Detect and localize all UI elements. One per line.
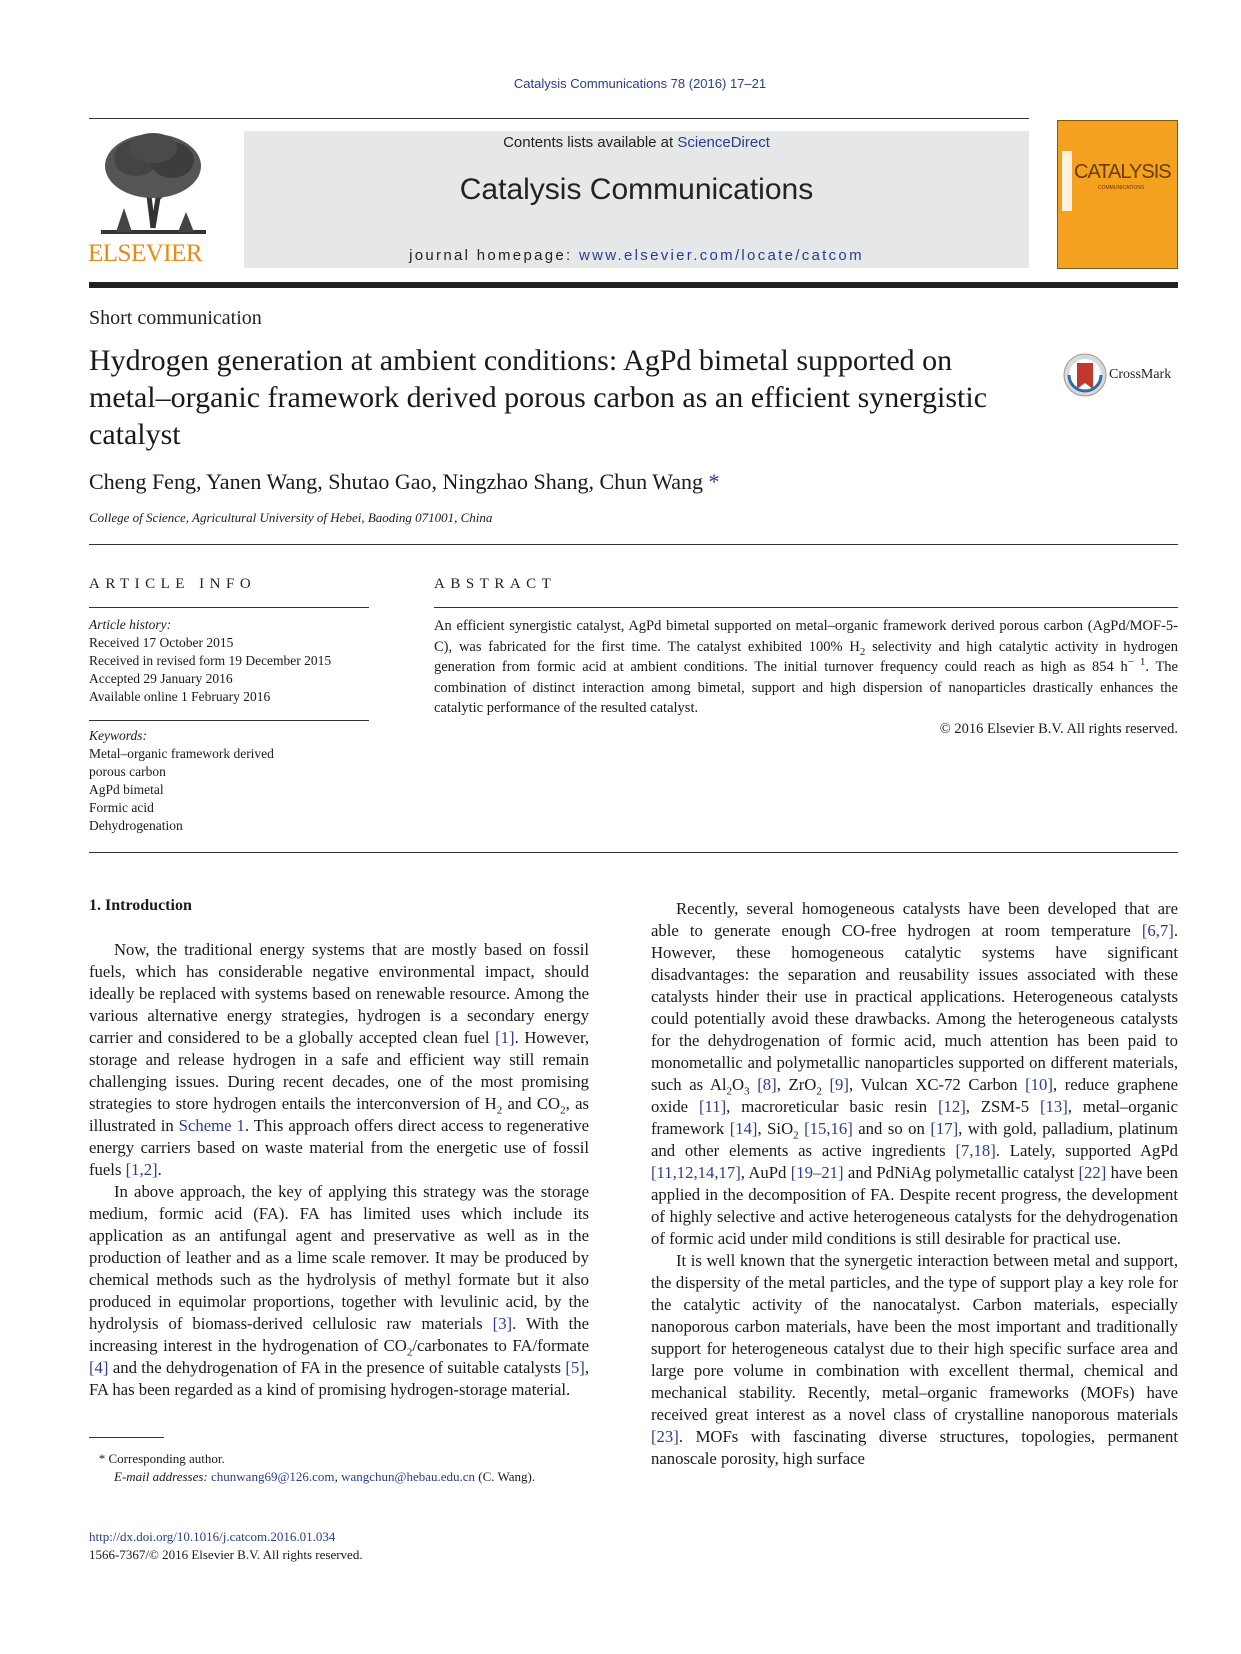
corresponding-author-mark[interactable]: * xyxy=(708,469,720,494)
article-title: Hydrogen generation at ambient conditions: AgPd bimetal supported on metal–organic framework derived porous carbon as an efficient synergistic catalyst xyxy=(89,344,988,451)
scheme-link[interactable]: Scheme 1 xyxy=(178,1116,245,1135)
abstract-copyright: © 2016 Elsevier B.V. All rights reserved. xyxy=(939,720,1178,737)
keywords-label: Keywords: xyxy=(89,728,147,743)
email-link[interactable]: wangchun@hebau.edu.cn xyxy=(341,1469,476,1484)
journal-title: Catalysis Communications xyxy=(459,173,814,206)
affiliation: College of Science, Agricultural University of Hebei, Baoding 071001, China xyxy=(89,510,493,525)
paragraph: Now, the traditional energy systems that are mostly based on fossil fuels, which has considerable negative environmental impact, should ideally be replaced with systems based on renewable resource. Among the various alternative energy strategies, hydrogen is a secondary energy carrier and considered to be a globally accepted clean fuel [1]. However, storage and release hydrogen in a safe and efficient way still remain challenging issues. During recent decades, one of the most promising strategies to store hydrogen entails the interconversion of $H_2$ and $CO_2$, as illustrated in Scheme 1. This approach offers direct access to regenerative energy carriers based on waste material from the energetic use of fossil fuels [1,2]. xyxy=(89,940,590,1179)
citation-link[interactable]: [10] xyxy=(1025,1075,1053,1094)
info-rule xyxy=(89,607,369,608)
journal-reference-link[interactable]: Catalysis Communications 78 (2016) 17–21 xyxy=(513,76,767,91)
doi-link[interactable]: http://dx.doi.org/10.1016/j.catcom.2016.01.034 xyxy=(89,1529,336,1544)
keyword-item: Formic acid xyxy=(89,800,154,815)
author-list: Cheng Feng, Yanen Wang, Shutao Gao, Ningzhao Shang, Chun Wang * xyxy=(89,469,720,494)
history-item: Accepted 29 January 2016 xyxy=(89,671,233,686)
paragraph: Recently, several homogeneous catalysts have been developed that are able to generate enough CO-free hydrogen at room temperature [6,7]. However, these homogeneous catalytic systems have significant disadvantages: the separation and reusability issues associated with these catalysts hinder their use in practical applications. Heterogeneous catalysts could potentially avoid these drawbacks. Among the heterogeneous catalysts for the dehydrogenation of formic acid, much attention has been paid to monometallic and polymetallic nanoparticles supported on different materials, such as $Al_2O_3$ [8], ZrO$_2$ [9], Vulcan XC-72 Carbon [10], reduce graphene oxide [11], macroreticular basic resin [12], ZSM-5 [13], metal–organic framework [14], SiO$_2$ [15,16] and so on [17], with gold, palladium, platinum and other elements as active ingredients [7,18]. Lately, supported AgPd [11,12,14,17], AuPd [19–21] and PdNiAg polymetallic catalyst [22] have been applied in the decomposition of FA. Despite recent progress, the development of highly selective and active heterogeneous catalysts for the dehydrogenation of formic acid under mild conditions is still desirable for practical use. xyxy=(651,899,1179,1248)
footnote-rule xyxy=(89,1437,164,1438)
cover-strip xyxy=(1062,151,1072,211)
elsevier-tree-icon xyxy=(96,128,211,236)
citation-link[interactable]: [19–21] xyxy=(790,1163,844,1182)
keyword-item: AgPd bimetal xyxy=(89,782,164,797)
journal-homepage: journal homepage: www.elsevier.com/locate/catcom xyxy=(409,247,864,264)
homepage-link[interactable]: www.elsevier.com/locate/catcom xyxy=(578,247,864,264)
citation-link[interactable]: [22] xyxy=(1078,1163,1107,1182)
citation-link[interactable]: [3] xyxy=(492,1314,513,1333)
abstract-rule xyxy=(434,607,1178,608)
paragraph: In above approach, the key of applying this strategy was the storage medium, formic acid (FA). FA has limited uses which include its application as an antifungal agent and preservative as well as in the production of leather and as a lime scale remover. It may be produced by chemical methods such as the hydrolysis of methyl formate but it also produced in equimolar proportions, together with levulinic acid, by the hydrolysis of biomass-derived cellulosic raw materials [3]. With the increasing interest in the hydrogenation of $CO_2$/carbonates to FA/formate [4] and the dehydrogenation of FA in the presence of suitable catalysts [5], FA has been regarded as a kind of promising hydrogen-storage material. xyxy=(89,1182,589,1399)
email-link[interactable]: chunwang69@126.com xyxy=(211,1469,335,1484)
citation-link[interactable]: [11,12,14,17] xyxy=(651,1163,741,1182)
info-bottom-rule xyxy=(89,852,1178,853)
citation-link[interactable]: [12] xyxy=(937,1097,966,1116)
article-info-heading: ARTICLE INFO xyxy=(89,576,257,592)
history-item: Received in revised form 19 December 2015 xyxy=(89,653,332,668)
citation-link[interactable]: [9] xyxy=(829,1075,849,1094)
body-column-left xyxy=(89,895,589,1401)
crossmark-label: CrossMark xyxy=(1109,367,1172,382)
crossmark-badge[interactable] xyxy=(1063,353,1179,397)
elsevier-wordmark: ELSEVIER xyxy=(88,240,203,267)
sciencedirect-link[interactable]: ScienceDirect xyxy=(677,134,770,151)
footnote xyxy=(89,1450,609,1486)
issn-copyright: 1566-7367/© 2016 Elsevier B.V. All rights reserved. xyxy=(89,1547,363,1562)
history-item: Available online 1 February 2016 xyxy=(89,689,271,704)
history-item: Received 17 October 2015 xyxy=(89,635,234,650)
email-addresses: E-mail addresses: chunwang69@126.com, wangchun@hebau.edu.cn (C. Wang). xyxy=(114,1469,536,1484)
citation-link[interactable]: [1] xyxy=(495,1028,515,1047)
contents-available: Contents lists available at ScienceDirect xyxy=(503,134,770,151)
journal-banner xyxy=(244,131,1029,268)
abstract-heading: ABSTRACT xyxy=(434,576,557,592)
citation-link[interactable]: [13] xyxy=(1039,1097,1068,1116)
keyword-item: porous carbon xyxy=(89,764,166,779)
corresponding-author-note: * Corresponding author. xyxy=(98,1451,225,1466)
abstract-text: An efficient synergistic catalyst, AgPd bimetal supported on metal–organic framework derived porous carbon (AgPd/MOF-5-C), was fabricated for the first time. The catalyst exhibited 100% $H_2$ selectivity and high catalytic activity in hydrogen generation from formic acid at ambient conditions. The initial turnover frequency could reach as high as 854 $h^{- 1}$. The combination of distinct interaction among bimetal, support and high dispersion of nanoparticles drastically enhances the catalytic performance of the resulted catalyst. © 2016 Elsevier B.V. All rights reserved. xyxy=(434,616,1178,739)
keyword-item: Metal–organic framework derived xyxy=(89,746,274,761)
citation-link[interactable]: [6,7] xyxy=(1141,921,1174,940)
header-thick-rule xyxy=(89,282,1178,288)
elsevier-logo[interactable] xyxy=(88,128,218,270)
cover-title: CATALYSIS xyxy=(1074,161,1171,183)
citation-link[interactable]: [17] xyxy=(930,1119,959,1138)
journal-cover-thumbnail[interactable] xyxy=(1057,120,1178,269)
citation-link[interactable]: [11] xyxy=(698,1097,727,1116)
citation-link[interactable]: [5] xyxy=(565,1358,585,1377)
keywords xyxy=(89,727,374,835)
citation-link[interactable]: [8] xyxy=(757,1075,777,1094)
keyword-item: Dehydrogenation xyxy=(89,818,183,833)
paragraph: It is well known that the synergetic interaction between metal and support, the dispersity of the metal particles, and the type of support play a key role for the catalytic activity of the nanocatalyst. Carbon materials, especially nanoporous carbon materials, have been the most important and traditionally support for heterogeneous catalyst due to their high specific surface area and large pore volume in combination with excellent thermal, chemical and mechanical stability. Recently, metal–organic frameworks (MOFs) have received great interest as a novel class of crystalline nanoporous materials [23]. MOFs with fascinating diverse structures, topologies, permanent nanoscale porosity, high surface xyxy=(651,1251,1178,1468)
citation-link[interactable]: [4] xyxy=(89,1358,109,1377)
history-label: Article history: xyxy=(89,617,172,632)
section-heading: 1. Introduction xyxy=(89,897,192,914)
keywords-rule xyxy=(89,720,369,721)
citation-link[interactable]: [15,16] xyxy=(804,1119,853,1138)
article-history xyxy=(89,616,374,706)
info-top-rule xyxy=(89,544,1178,545)
citation-link[interactable]: [14] xyxy=(729,1119,758,1138)
citation-link[interactable]: [7,18] xyxy=(955,1141,996,1160)
header-top-rule xyxy=(89,118,1029,119)
citation-link[interactable]: [23] xyxy=(651,1427,679,1446)
cover-subtitle: COMMUNICATIONS xyxy=(1098,185,1145,191)
doi-block xyxy=(89,1528,363,1564)
citation-link[interactable]: [1,2] xyxy=(125,1160,158,1179)
body-column-right xyxy=(651,898,1178,1470)
crossmark-icon xyxy=(1063,353,1107,397)
article-type: Short communication xyxy=(89,307,262,329)
